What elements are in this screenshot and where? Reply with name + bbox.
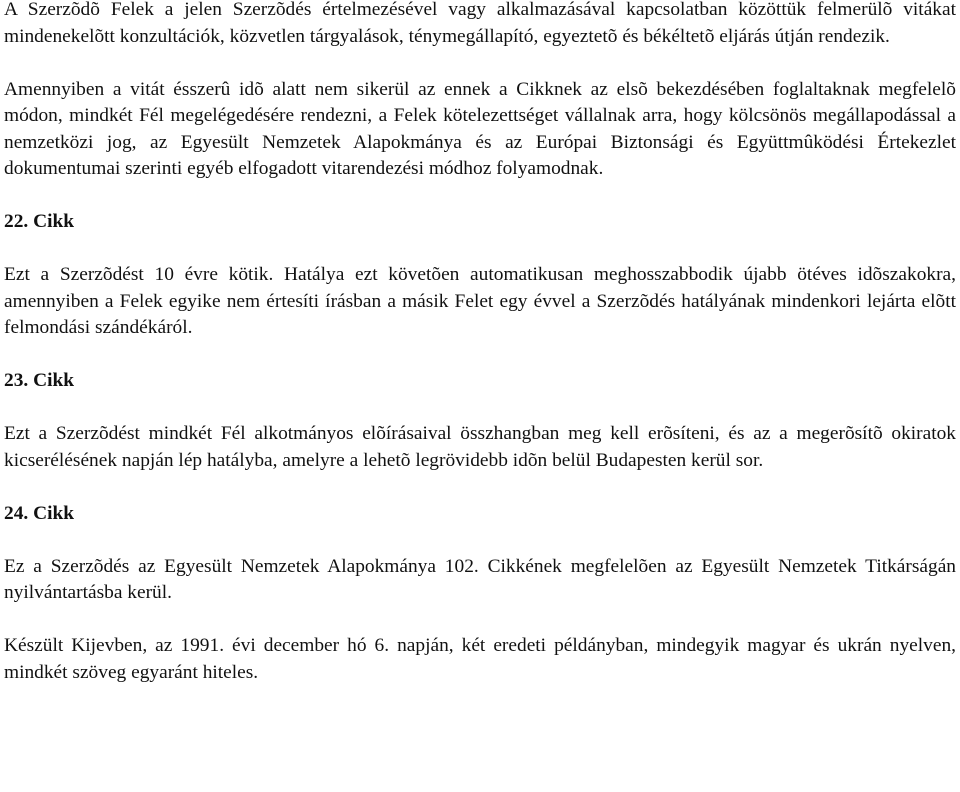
- article-24-heading: 24. Cikk: [4, 502, 75, 524]
- article-23-heading: 23. Cikk: [4, 370, 75, 391]
- paragraph-gap: [4, 342, 956, 369]
- paragraph-gap: [4, 236, 956, 263]
- paragraph-dispute-escalation: Amennyiben a vitát ésszerû idõ alatt nem sikerül az ennek a Cikknek az elsõ bekezdésében foglaltaknak megfelelõ módon, mindkét Fél megelégedésére rendezni, a Felek kötelezettséget vállalnak arra, hogy kölcsönös megállapodással a nemzetközi jog, az Egyesült Nemzetek Alapokmánya és az Európai Biztonsági és Együttmûködési Értekezlet dokumentumai szerinti egyéb elfogadott vitarendezési módhoz folyamodnak.: [4, 78, 956, 179]
- paragraph-gap: [4, 183, 956, 210]
- paragraph-gap: [4, 395, 956, 422]
- article-22-text: Ezt a Szerzõdést 10 évre kötik. Hatálya ezt követõen automatikusan meghosszabbodik újabb ötéves idõszakokra, amennyiben a Felek egyike nem értesíti írásban a másik Felet egy évvel a Szerzõdés hatályának mindenkori lejárta elõtt felmondási szándékáról.: [4, 264, 956, 338]
- document-page: [4, 0, 956, 686]
- article-24-text: Ez a Szerzõdés az Egyesült Nemzetek Alapokmánya 102. Cikkének megfelelõen az Egyesült Nemzetek Titkárságán nyilvántartásba kerül.: [4, 555, 956, 603]
- article-22-heading: 22. Cikk: [4, 211, 75, 232]
- closing-statement: Készült Kijevben, az 1991. évi december hó 6. napján, két eredeti példányban, mindegyik magyar és ukrán nyelven, mindkét szöveg egyaránt hiteles.: [4, 635, 956, 683]
- paragraph-gap: [4, 607, 956, 634]
- article-23-text: Ezt a Szerzõdést mindkét Fél alkotmányos elõírásaival összhangban meg kell erõsíteni, és az a megerõsítõ okiratok kicserélésének napján lép hatályba, amelyre a lehetõ legrövidebb idõn belül Budapesten kerül sor.: [4, 423, 956, 471]
- paragraph-dispute-resolution: A Szerzõdõ Felek a jelen Szerzõdés értelmezésével vagy alkalmazásával kapcsolatban közöttük felmerülõ vitákat mindenekelõtt konzultációk, közvetlen tárgyalások, ténymegállapító, egyeztetõ és békéltetõ eljárás útján rendezik.: [4, 0, 956, 47]
- paragraph-gap: [4, 50, 956, 77]
- paragraph-gap: [4, 527, 956, 554]
- paragraph-gap: [4, 474, 956, 501]
